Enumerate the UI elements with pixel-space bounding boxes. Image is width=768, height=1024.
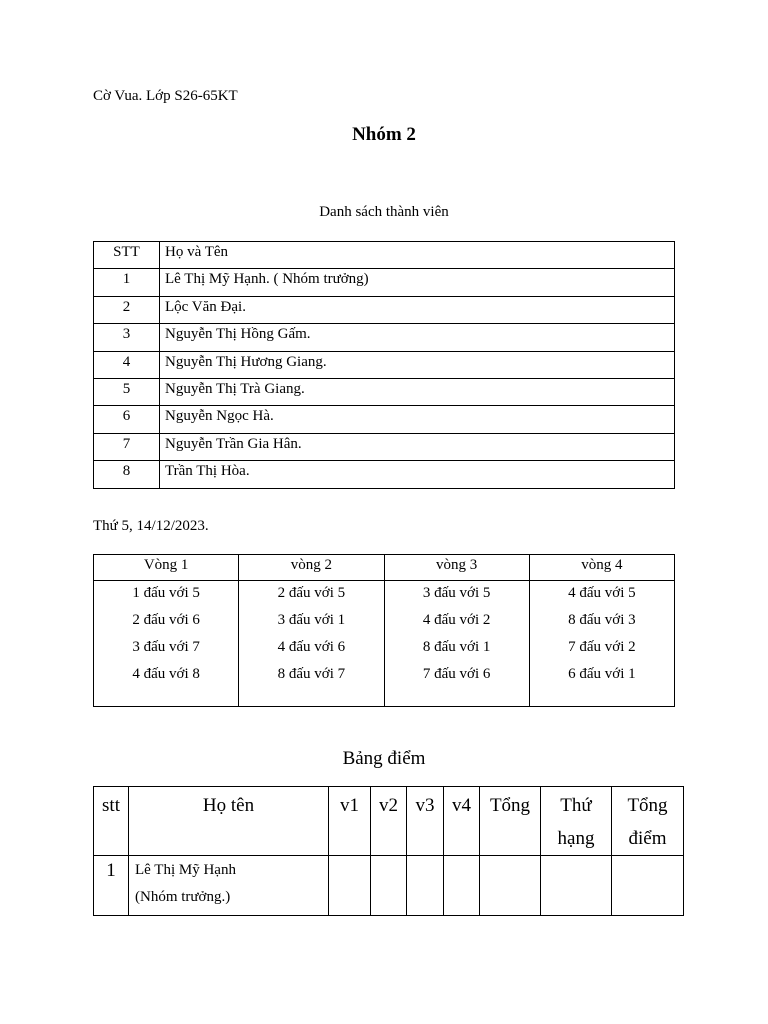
score-header-v4: v4 bbox=[444, 787, 480, 856]
match: 4 đấu với 5 bbox=[568, 585, 636, 601]
member-name: Nguyễn Thị Hương Giang. bbox=[160, 351, 675, 378]
score-name bbox=[129, 856, 329, 916]
round-matches-cell bbox=[239, 581, 384, 707]
match: 7 đấu với 6 bbox=[422, 666, 491, 682]
members-table bbox=[93, 241, 675, 489]
score-name-line2: (Nhóm trưởng.) bbox=[135, 889, 231, 905]
score-name-line1: Lê Thị Mỹ Hạnh bbox=[135, 862, 236, 878]
schedule-date: Thứ 5, 14/12/2023. bbox=[93, 518, 209, 534]
table-row bbox=[94, 433, 675, 460]
score-v3[interactable] bbox=[407, 856, 444, 916]
table-row bbox=[94, 378, 675, 405]
member-name: Nguyễn Thị Trà Giang. bbox=[160, 378, 675, 405]
table-row bbox=[94, 856, 684, 916]
table-row bbox=[94, 461, 675, 488]
score-header-name: Họ tên bbox=[129, 787, 329, 856]
match: 4 đấu với 6 bbox=[277, 639, 346, 655]
score-v2[interactable] bbox=[371, 856, 407, 916]
member-stt: 1 bbox=[94, 269, 160, 296]
member-name: Nguyễn Trần Gia Hân. bbox=[160, 433, 675, 460]
match: 8 đấu với 1 bbox=[422, 639, 491, 655]
match: 3 đấu với 1 bbox=[277, 612, 346, 628]
score-header-total: Tổng bbox=[480, 787, 541, 856]
match: 6 đấu với 1 bbox=[568, 666, 636, 682]
members-header-row bbox=[94, 242, 675, 269]
rounds-header-row bbox=[94, 555, 675, 581]
score-v1[interactable] bbox=[329, 856, 371, 916]
score-table bbox=[93, 786, 684, 916]
match: 3 đấu với 7 bbox=[132, 639, 200, 655]
rounds-table bbox=[93, 554, 675, 707]
match: 2 đấu với 5 bbox=[277, 585, 346, 601]
score-v4[interactable] bbox=[444, 856, 480, 916]
group-title: Nhóm 2 bbox=[352, 124, 416, 145]
member-stt: 6 bbox=[94, 406, 160, 433]
member-name: Trần Thị Hòa. bbox=[160, 461, 675, 488]
score-header-rank: Thứ hạng bbox=[541, 787, 612, 856]
round-matches-cell bbox=[94, 581, 239, 707]
table-row bbox=[94, 406, 675, 433]
score-stt: 1 bbox=[94, 856, 129, 916]
round-label: vòng 4 bbox=[529, 555, 674, 581]
round-matches-cell bbox=[384, 581, 529, 707]
match: 4 đấu với 2 bbox=[422, 612, 491, 628]
member-name: Lộc Văn Đại. bbox=[160, 296, 675, 323]
members-header-stt: STT bbox=[94, 242, 160, 269]
score-header-stt: stt bbox=[94, 787, 129, 856]
score-total-points[interactable] bbox=[612, 856, 684, 916]
match: 8 đấu với 3 bbox=[568, 612, 636, 628]
member-name: Nguyễn Ngọc Hà. bbox=[160, 406, 675, 433]
members-caption: Danh sách thành viên bbox=[319, 204, 449, 220]
member-name: Nguyễn Thị Hồng Gấm. bbox=[160, 324, 675, 351]
score-header-total-points: Tổng điểm bbox=[612, 787, 684, 856]
round-matches-cell bbox=[529, 581, 674, 707]
match: 4 đấu với 8 bbox=[132, 666, 200, 682]
table-row bbox=[94, 296, 675, 323]
round-label: vòng 2 bbox=[239, 555, 384, 581]
member-stt: 4 bbox=[94, 351, 160, 378]
match: 8 đấu với 7 bbox=[277, 666, 346, 682]
round-label: vòng 3 bbox=[384, 555, 529, 581]
member-name: Lê Thị Mỹ Hạnh. ( Nhóm trưởng) bbox=[160, 269, 675, 296]
table-row bbox=[94, 269, 675, 296]
members-header-name: Họ và Tên bbox=[160, 242, 675, 269]
table-row bbox=[94, 324, 675, 351]
score-header-row bbox=[94, 787, 684, 856]
match: 2 đấu với 6 bbox=[132, 612, 200, 628]
member-stt: 2 bbox=[94, 296, 160, 323]
member-stt: 3 bbox=[94, 324, 160, 351]
match: 3 đấu với 5 bbox=[422, 585, 491, 601]
score-header-v1: v1 bbox=[329, 787, 371, 856]
rounds-matches-row bbox=[94, 581, 675, 707]
class-line: Cờ Vua. Lớp S26-65KT bbox=[93, 88, 238, 104]
member-stt: 8 bbox=[94, 461, 160, 488]
score-total[interactable] bbox=[480, 856, 541, 916]
score-header-v3: v3 bbox=[407, 787, 444, 856]
match: 1 đấu với 5 bbox=[132, 585, 200, 601]
score-header-v2: v2 bbox=[371, 787, 407, 856]
score-caption: Bảng điểm bbox=[342, 748, 426, 769]
match: 7 đấu với 2 bbox=[568, 639, 636, 655]
round-label: Vòng 1 bbox=[94, 555, 239, 581]
member-stt: 5 bbox=[94, 378, 160, 405]
member-stt: 7 bbox=[94, 433, 160, 460]
score-rank[interactable] bbox=[541, 856, 612, 916]
table-row bbox=[94, 351, 675, 378]
